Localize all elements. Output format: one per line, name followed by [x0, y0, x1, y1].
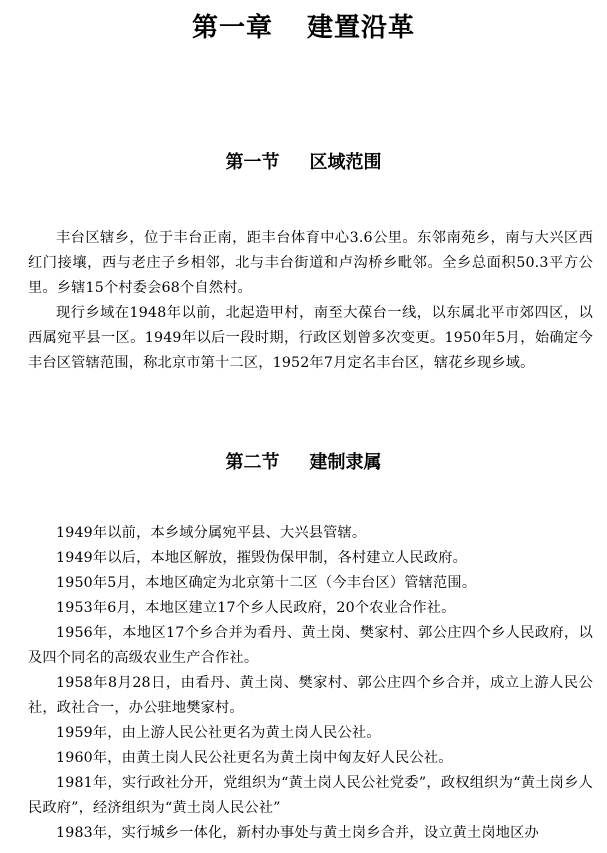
section-body-region	[28, 226, 593, 376]
paragraph: 丰台区辖乡，位于丰台正南，距丰台体育中心3.6公里。东邻南苑乡，南与大兴区西红门接壤，西与老庄子乡相邻，北与丰台街道和卢沟桥乡毗邻。全乡总面积50.3平方公里。乡辖15个村委会68个自然村。	[28, 230, 593, 296]
section-body-affiliation	[28, 521, 593, 846]
section-number: 第一节	[225, 152, 280, 173]
section-number: 第二节	[225, 452, 280, 473]
section-name: 区域范围	[309, 152, 382, 173]
timeline-entry: 1983年，实行城乡一体化，新村办事处与黄土岗乡合并，设立黄土岗地区办	[56, 825, 539, 841]
section-title-affiliation	[0, 450, 607, 476]
timeline-entry: 1956年，本地区17个乡合并为看丹、黄土岗、樊家村、郭公庄四个乡人民政府，以及四个同名的高级农业生产合作社。	[28, 625, 593, 666]
timeline-entry: 1958年8月28日，由看丹、黄土岗、樊家村、郭公庄四个乡合并，成立上游人民公社，政社合一，办公驻地樊家村。	[28, 675, 593, 716]
chapter-title	[0, 10, 607, 46]
section-title-region	[0, 150, 607, 176]
timeline-entry: 1960年，由黄土岗人民公社更名为黄土岗中匈友好人民公社。	[56, 750, 453, 766]
chapter-number: 第一章	[191, 13, 273, 43]
paragraph: 现行乡域在1948年以前，北起造甲村，南至大葆台一线，以东属北平市郊四区，以西属宛平县一区。1949年以后一段时期，行政区划曾多次变更。1950年5月，始确定今丰台区管辖范围，称北京市第十二区，1952年7月定名丰台区，辖花乡现乡域。	[28, 305, 593, 371]
timeline-entry: 1981年，实行政社分开，党组织为“黄土岗人民公社党委”，政权组织为“黄土岗乡人民政府”，经济组织为“黄土岗人民公社”	[28, 775, 593, 816]
timeline-entry: 1959年，由上游人民公社更名为黄土岗人民公社。	[56, 725, 381, 741]
section-name: 建制隶属	[309, 452, 382, 473]
chapter-name: 建置沿革	[307, 13, 416, 43]
timeline-entry: 1949年以前，本乡域分属宛平县、大兴县管辖。	[56, 525, 367, 541]
timeline-entry: 1949年以后，本地区解放，摧毁伪保甲制，各村建立人民政府。	[56, 550, 467, 566]
timeline-entry: 1950年5月，本地区确定为北京第十二区（今丰台区）管辖范围。	[56, 575, 477, 591]
timeline-entry: 1953年6月，本地区建立17个乡人民政府，20个农业合作社。	[56, 600, 456, 616]
